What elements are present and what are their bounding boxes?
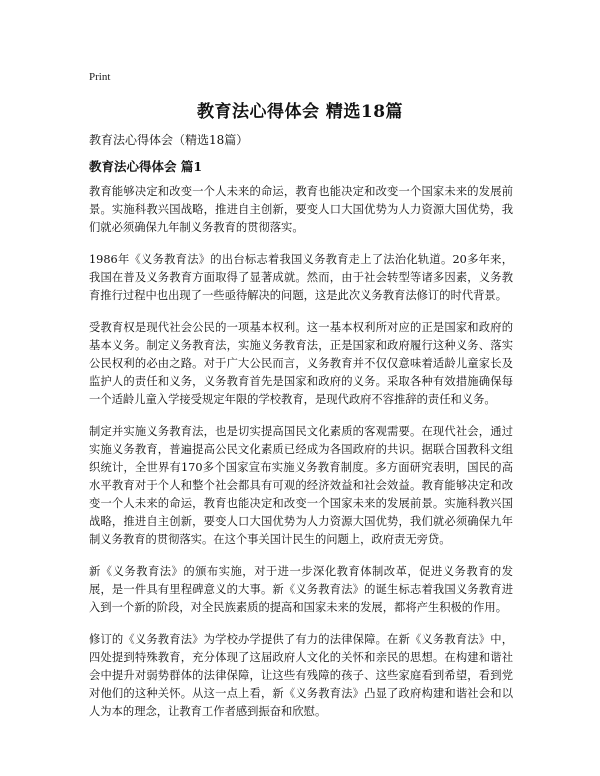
- document-title: 教育法心得体会 精选18篇: [196, 102, 404, 122]
- paragraph: 修订的《义务教育法》为学校办学提供了有力的法律保障。在新《义务教育法》中，四处提到特殊教育，充分体现了这届政府人文化的关怀和亲民的思想。在构建和谐社会中提升对弱势群体的法律保障，让这些有残障的孩子、这些家庭看到希望，看到党对他们的这种关怀。从这一点上看，新《义务教育法》凸显了政府构建和谐社会和以人为本的理念，让教育工作者感到振奋和欣慰。: [89, 633, 513, 718]
- print-link[interactable]: Print: [89, 71, 111, 83]
- paragraph: 受教育权是现代社会公民的一项基本权利。这一基本权利所对应的正是国家和政府的基本义务。制定义务教育法，实施义务教育法，正是国家和政府履行这种义务、落实公民权利的必由之路。对于广大公民而言，义务教育并不仅仅意味着适龄儿童家长及监护人的责任和义务，义务教育首先是国家和政府的义务。采取各种有效措施确保每一个适龄儿童入学接受规定年限的学校教育，是现代政府不容推辞的责任和义务。: [89, 321, 513, 406]
- paragraph: 1986年《义务教育法》的出台标志着我国义务教育走上了法治化轨道。20多年来，我国在普及义务教育方面取得了显著成就。然而，由于社会转型等诸多因素，义务教育推行过程中也出现了一些亟待解决的问题，这是此次义务教育法修订的时代背景。: [89, 253, 513, 302]
- document-subtitle: 教育法心得体会（精选18篇）: [89, 133, 249, 147]
- paragraph: 教育能够决定和改变一个人未来的命运，教育也能决定和改变一个国家未来的发展前景。实施科教兴国战略，推进自主创新，要变人口大国优势为人力资源大国优势，我们就必须确保九年制义务教育的贯彻落实。: [89, 185, 513, 234]
- section-heading: 教育法心得体会 篇1: [89, 159, 203, 174]
- body-text: [89, 183, 513, 735]
- paragraph: 新《义务教育法》的颁布实施，对于进一步深化教育体制改革，促进义务教育的发展，是一件具有里程碑意义的大事。新《义务教育法》的诞生标志着我国义务教育进入到一个新的阶段，对全民族素质的提高和国家未来的发展，都将产生积极的作用。: [89, 565, 513, 614]
- paragraph: 制定并实施义务教育法，也是切实提高国民文化素质的客观需要。在现代社会，通过实施义务教育，普遍提高公民文化素质已经成为各国政府的共识。据联合国教科文组织统计，全世界有170多个国家宣布实施义务教育制度。多方面研究表明，国民的高水平教育对于个人和整个社会都具有可观的经济效益和社会效益。教育能够决定和改变一个人未来的命运，教育也能决定和改变一个国家未来的发展前景。实施科教兴国战略，推进自主创新，要变人口大国优势为人力资源大国优势，我们就必须确保九年制义务教育的贯彻落实。在这个事关国计民生的问题上，政府责无旁贷。: [89, 425, 513, 546]
